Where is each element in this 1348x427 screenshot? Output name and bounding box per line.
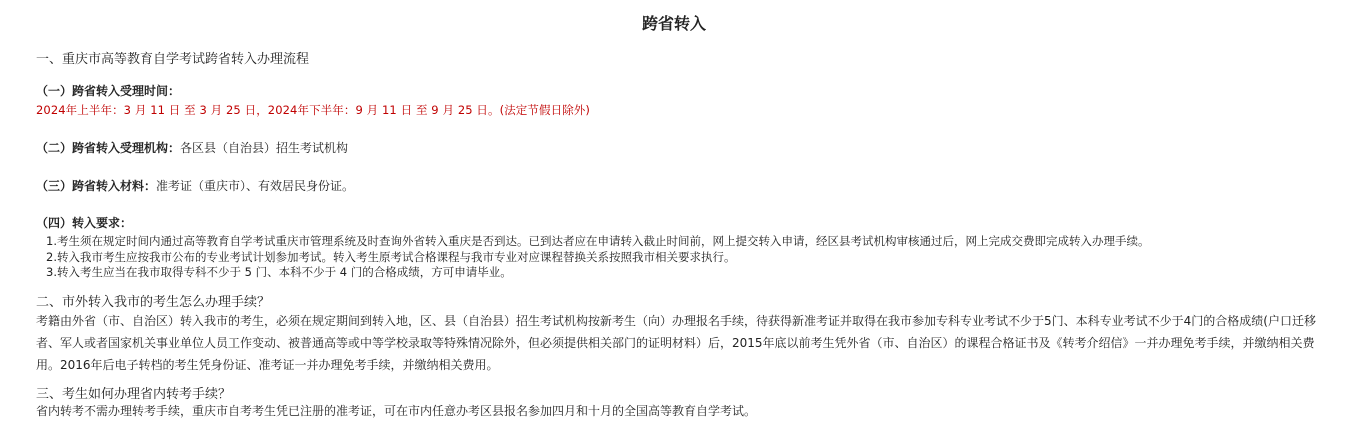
- page-title: 跨省转入: [641, 14, 706, 33]
- time-label: （一）跨省转入受理时间：: [36, 84, 181, 98]
- materials-label: （三）跨省转入材料：: [36, 179, 157, 193]
- requirement-item: 3.转入考生应当在我市取得专科不少于 5 门、本科不少于 4 门的合格成绩，方可申请毕业。: [46, 265, 512, 279]
- materials-value: 准考证（重庆市）、有效居民身份证。: [156, 179, 355, 193]
- section2-body: 考籍由外省（市、自治区）转入我市的考生，必须在规定期间到转入地，区、县（自治县）招生考试机构按新考生（向）办理报名手续，待获得新准考证并取得在我市参加专科专业考试不少于5门、本科专业考试不少于4门的合格成绩(户口迁移者、军人或者国家机关事业单位人员工作变动、被普通高等或中等学校录取等特殊情况除外，但必须提供相关部门的证明材料）后，2015年底以前考生凭外省（市、自治区）的课程合格证书及《转考介绍信》一并办理免考手续，并缴纳相关费用。2016年后电子转档的考生凭身份证、准考证一并办理免考手续，并缴纳相关费用。: [36, 314, 1316, 372]
- materials-row: [36, 178, 354, 194]
- time-detail: 2024年上半年：3 月 11 日 至 3 月 25 日，2024年下半年：9 月 11 日 至 9 月 25 日。(法定节假日除外): [36, 103, 590, 117]
- section3-body: 省内转考不需办理转考手续，重庆市自考考生凭已注册的准考证，可在市内任意办考区县报名参加四月和十月的全国高等教育自学考试。: [36, 404, 757, 418]
- agency-row: [36, 140, 348, 156]
- section1-heading: 一、重庆市高等教育自学考试跨省转入办理流程: [36, 52, 310, 67]
- agency-label: （二）跨省转入受理机构：: [36, 141, 181, 155]
- section3-heading: 三、考生如何办理省内转考手续？: [36, 387, 232, 402]
- agency-value: 各区县（自治县）招生考试机构: [180, 141, 349, 155]
- requirement-item: 1.考生须在规定时间内通过高等教育自学考试重庆市管理系统及时查询外省转入重庆是否到达。已到达者应在申请转入截止时间前，网上提交转入申请，经区县考试机构审核通过后，网上完成交费即完成转入办理手续。: [46, 234, 1150, 248]
- requirements-label: （四）转入要求：: [36, 216, 133, 230]
- section2-heading: 二、市外转入我市的考生怎么办理手续？: [36, 295, 271, 310]
- requirement-item: 2.转入我市考生应按我市公布的专业考试计划参加考试。转入考生原考试合格课程与我市专业对应课程替换关系按照我市相关要求执行。: [46, 250, 736, 264]
